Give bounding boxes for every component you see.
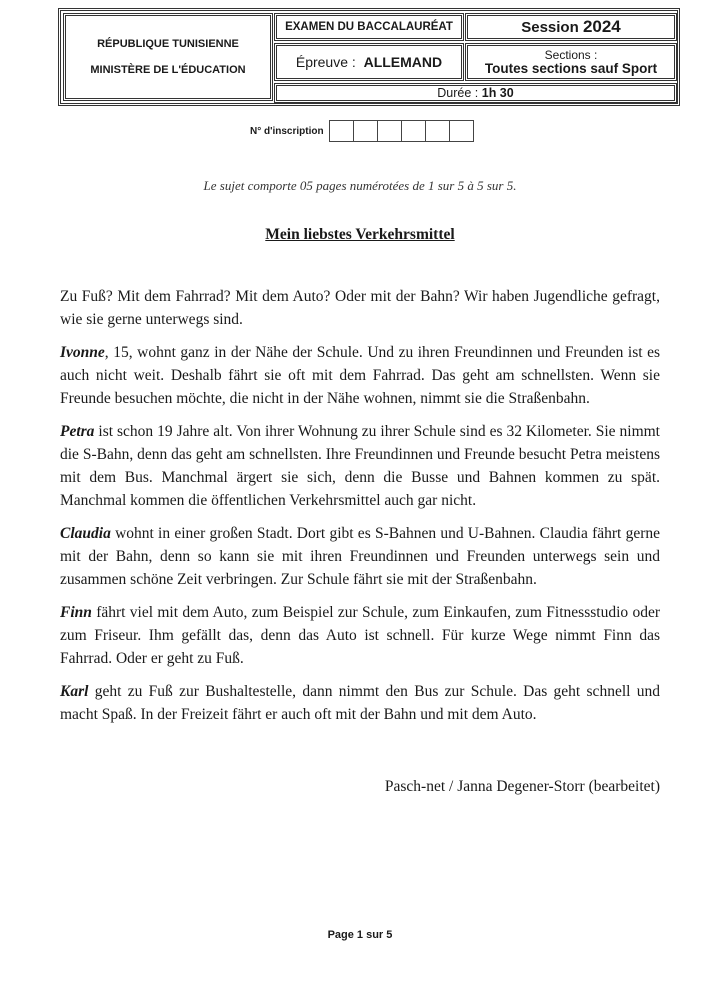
digit-box[interactable] — [377, 120, 402, 142]
person-name: Karl — [60, 683, 89, 700]
duree-value: 1h 30 — [481, 86, 514, 100]
ministry: MINISTÈRE DE L'ÉDUCATION — [90, 64, 246, 76]
paragraph-text: Zu Fuß? Mit dem Fahrrad? Mit dem Auto? Oder mit der Bahn? Wir haben Jugendliche gefragt, wie sie gerne unterwegs sind. — [60, 288, 660, 328]
inscription-number — [250, 120, 474, 142]
digit-box[interactable] — [425, 120, 450, 142]
person-name: Finn — [60, 604, 92, 621]
session-year: 2024 — [582, 17, 621, 36]
session-cell — [465, 13, 677, 41]
inscription-boxes[interactable] — [330, 120, 474, 142]
paragraph-ivonne — [60, 341, 660, 410]
person-name: Claudia — [60, 525, 111, 542]
person-name: Petra — [60, 423, 95, 440]
paragraph-text: ist schon 19 Jahre alt. Von ihrer Wohnung zu ihrer Schule sind es 32 Kilometer. Sie nimmt die S-Bahn, denn das geht am schnellsten. Ihre Freundinnen und Freunde besucht Petra meistens mit dem Bus. Manchmal ärgert sie sich, denn die Busse und Bahnen kommen zu spät. Manchmal kommen die öffentlichen Verkehrsmittel auch gar nicht. — [60, 423, 660, 509]
paragraph-text: wohnt in einer großen Stadt. Dort gibt es S-Bahnen und U-Bahnen. Claudia fährt gerne mit der Bahn, denn so kann sie mit ihren Freundinnen und Freunden unterwegs sein und zusammen schöne Zeit verbringen. Zur Schule fährt sie mit der Straßenbahn. — [60, 525, 660, 588]
session-label: Session — [521, 19, 579, 36]
text-title: Mein liebstes Verkehrsmittel — [265, 226, 455, 243]
sections-label: Sections : — [544, 48, 598, 62]
reading-text — [60, 285, 660, 736]
digit-box[interactable] — [329, 120, 354, 142]
digit-box[interactable] — [401, 120, 426, 142]
digit-box[interactable] — [449, 120, 474, 142]
person-name: Ivonne — [60, 344, 105, 361]
paragraph-claudia — [60, 522, 660, 591]
sections-value: Toutes sections sauf Sport — [484, 61, 658, 76]
sections-cell — [465, 43, 677, 81]
paragraph-text: , 15, wohnt ganz in der Nähe der Schule. Und zu ihren Freundinnen und Freunden ist es auch nicht weit. Deshalb fährt sie oft mit dem Fahrrad. Das geht am schnellsten. Wenn sie Freunde besuchen möchte, die nicht in der Nähe wohnen, nimmt sie die Straßenbahn. — [60, 344, 660, 407]
institution-cell — [63, 13, 273, 101]
exam-cell: EXAMEN DU BACCALAURÉAT — [274, 13, 464, 41]
paragraph-text: geht zu Fuß zur Bushaltestelle, dann nimmt den Bus zur Schule. Das geht schnell und macht Spaß. In der Freizeit fährt er auch oft mit der Bahn und mit dem Auto. — [60, 683, 660, 723]
epreuve-label: Épreuve : — [295, 54, 356, 70]
exam-header — [58, 8, 680, 106]
epreuve-cell — [274, 43, 464, 81]
page-footer: Page 1 sur 5 — [327, 929, 393, 941]
paragraph-text: fährt viel mit dem Auto, zum Beispiel zur Schule, zum Einkaufen, zum Fitnessstudio oder zum Friseur. Ihm gefällt das, denn das Auto ist schnell. Für kurze Wege nimmt Finn das Fahrrad. Oder er geht zu Fuß. — [60, 604, 660, 667]
epreuve-value: ALLEMAND — [363, 54, 443, 70]
digit-box[interactable] — [353, 120, 378, 142]
paragraph-finn — [60, 601, 660, 670]
paragraph-karl — [60, 680, 660, 726]
country: RÉPUBLIQUE TUNISIENNE — [97, 38, 239, 50]
page-count-note: Le sujet comporte 05 pages numérotées de 1 sur 5 à 5 sur 5. — [203, 178, 517, 193]
duree-label: Durée : — [437, 86, 479, 100]
paragraph-petra — [60, 420, 660, 512]
inscription-label: N° d'inscription — [250, 125, 324, 137]
duree-cell — [274, 83, 677, 103]
paragraph-intro — [60, 285, 660, 331]
source-citation: Pasch-net / Janna Degener-Storr (bearbeitet) — [384, 778, 660, 795]
